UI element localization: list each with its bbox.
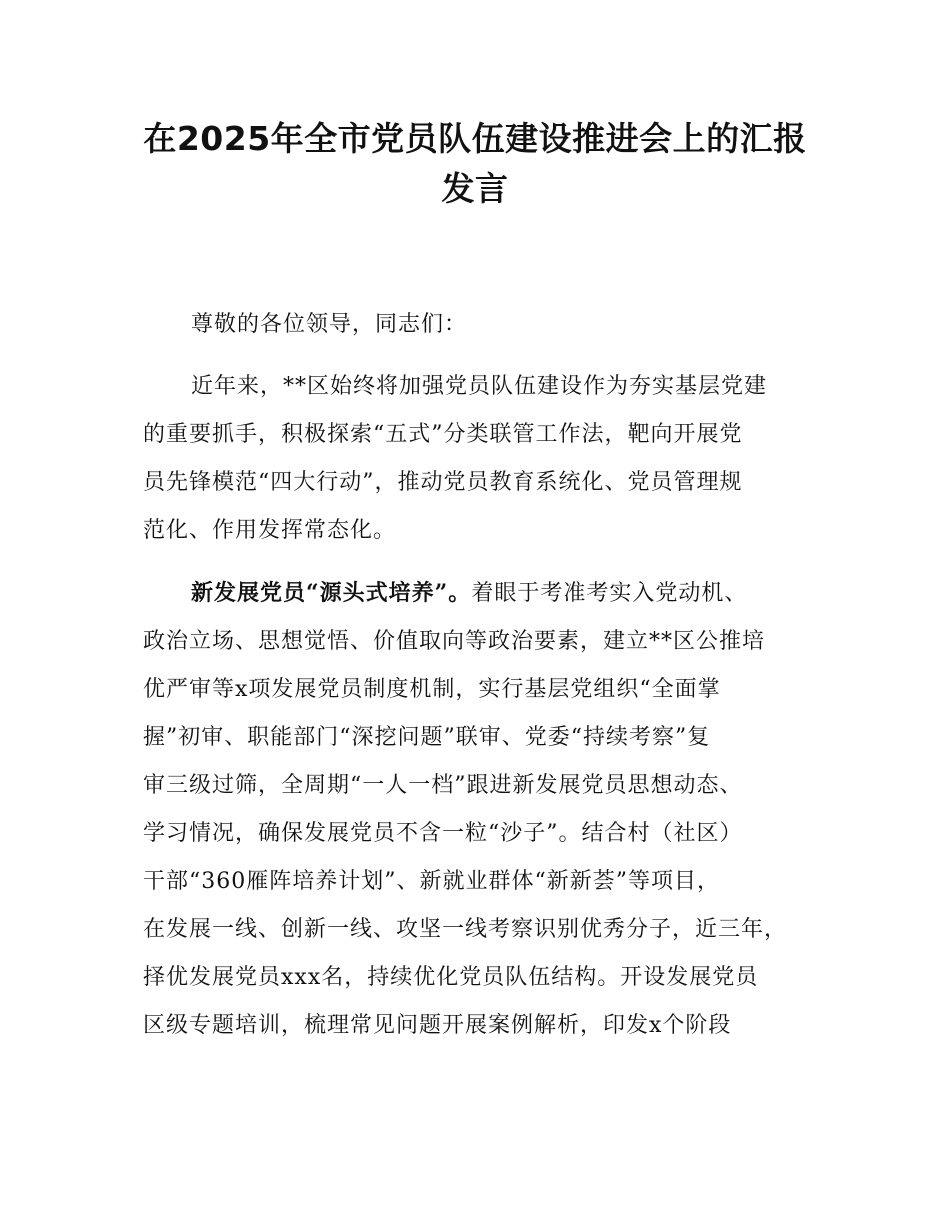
section-1-line: 审三级过筛，全周期“一人一档”跟进新发展党员思想动态、	[143, 773, 743, 798]
intro-line-1: 近年来，**区始终将加强党员队伍建设作为夯实基层党建	[191, 374, 768, 399]
section-1-lead: 新发展党员“源头式培养”。	[191, 580, 472, 606]
document-body	[143, 301, 823, 1064]
salutation-paragraph	[143, 301, 823, 349]
title-line-2: 发言	[441, 169, 509, 208]
intro-line-3: 员先锋模范“四大行动”，推动党员教育系统化、党员管理规	[143, 470, 743, 495]
section-1-line: 优严审等x项发展党员制度机制，实行基层党组织“全面掌	[143, 677, 721, 702]
section-1-line: 学习情况，确保发展党员不含一粒“沙子”。结合村（社区）	[143, 821, 743, 846]
intro-line-4: 范化、作用发挥常态化。	[143, 518, 397, 543]
section-1-line: 干部“360雁阵培养计划”、新就业群体“新新荟”等项目，	[143, 869, 720, 894]
section-1-paragraph	[143, 569, 823, 1050]
section-1-line: 在发展一线、创新一线、攻坚一线考察识别优秀分子，近三年，	[143, 917, 788, 942]
section-1-line: 择优发展党员xxx名，持续优化党员队伍结构。开设发展党员	[143, 965, 759, 990]
intro-paragraph	[143, 363, 823, 555]
salutation: 尊敬的各位领导，同志们：	[191, 312, 468, 337]
section-1-line: 政治立场、思想觉悟、价值取向等政治要素，建立**区公推培	[143, 629, 766, 654]
section-1-first-line	[143, 569, 823, 618]
section-1-first-line-rest: 着眼于考准考实入党动机、	[471, 581, 748, 606]
intro-line-2: 的重要抓手，积极探索“五式”分类联管工作法，靶向开展党	[143, 422, 743, 447]
section-1-line: 区级专题培训，梳理常见问题开展案例解析，印发x个阶段	[143, 1013, 732, 1038]
title-line-1: 在2025年全市党员队伍建设推进会上的汇报	[143, 119, 807, 158]
section-1-line: 握”初审、职能部门“深挖问题”联审、党委“持续考察”复	[143, 725, 711, 750]
document-title	[100, 114, 850, 214]
